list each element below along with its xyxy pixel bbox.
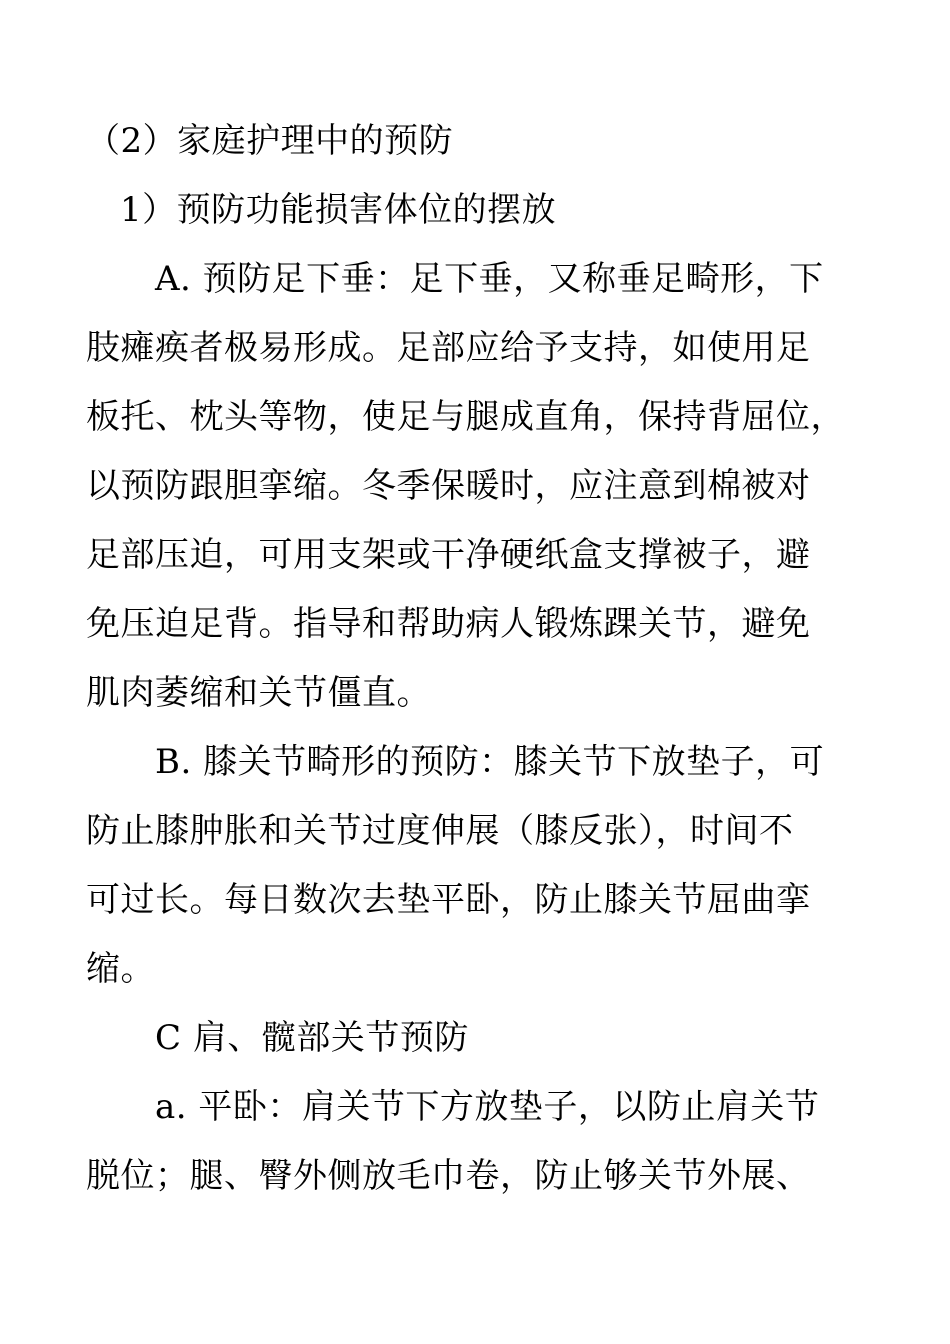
paragraph-heading: C 肩、髋部关节预防 xyxy=(155,1018,469,1058)
paragraph-line: 脱位；腿、臀外侧放毛巾卷，防止够关节外展、 xyxy=(86,1156,811,1196)
section-heading: （2）家庭护理中的预防 xyxy=(86,121,454,161)
paragraph-line: 缩。 xyxy=(86,949,155,989)
paragraph-line: B. 膝关节畸形的预防：膝关节下放垫子，可 xyxy=(155,742,825,782)
paragraph-line: 防止膝肿胀和关节过度伸展（膝反张），时间不 xyxy=(86,811,794,851)
paragraph-line: 以预防跟胆挛缩。冬季保暖时，应注意到棉被对 xyxy=(86,466,811,506)
paragraph-line: 肢瘫痪者极易形成。足部应给予支持，如使用足 xyxy=(86,328,811,368)
paragraph-line: 足部压迫，可用支架或干净硬纸盒支撑被子，避 xyxy=(86,535,811,575)
paragraph-line: 可过长。每日数次去垫平卧，防止膝关节屈曲挛 xyxy=(86,880,811,920)
paragraph-line: a. 平卧：肩关节下方放垫子，以防止肩关节 xyxy=(155,1087,820,1127)
paragraph-line: A. 预防足下垂：足下垂，又称垂足畸形，下 xyxy=(155,259,824,299)
paragraph-line: 免压迫足背。指导和帮助病人锻炼踝关节，避免 xyxy=(86,604,811,644)
paragraph-line: 肌肉萎缩和关节僵直。 xyxy=(86,673,431,713)
paragraph-line: 板托、枕头等物，使足与腿成直角，保持背屈位， xyxy=(86,397,845,437)
subsection-heading: 1）预防功能损害体位的摆放 xyxy=(120,190,557,230)
